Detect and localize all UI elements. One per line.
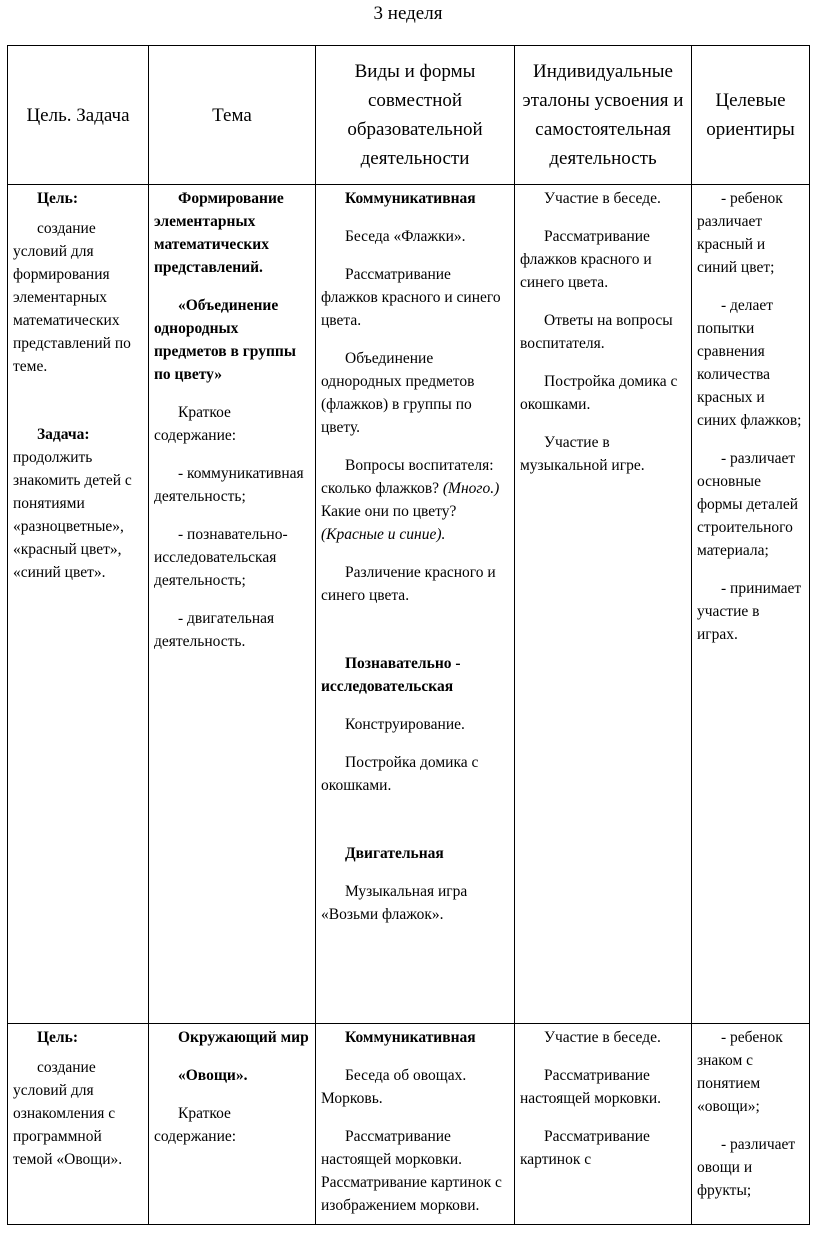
lesson-plan-table bbox=[7, 45, 810, 1225]
question-text: Вопросы воспитателя: сколько флажков? bbox=[321, 457, 494, 497]
individual-cell bbox=[515, 1024, 692, 1225]
individual-item: Рассматривание настоящей морковки. bbox=[520, 1067, 662, 1107]
header-targets: Целевые ориентиры bbox=[692, 46, 810, 185]
topic-area: Формирование элементарных математических представлений. bbox=[154, 190, 284, 276]
goal-text: создание условий для формирования элементарных математических представлений по теме. bbox=[13, 220, 131, 375]
individual-item: Участие в беседе. bbox=[544, 1029, 661, 1046]
targets-cell bbox=[692, 185, 810, 1024]
individual-item: Ответы на вопросы воспитателя. bbox=[520, 312, 673, 352]
individual-item: Рассматривание флажков красного и синего цвета. bbox=[520, 228, 652, 291]
forms-item: Конструирование. bbox=[345, 716, 465, 733]
goal-text: создание условий для ознакомления с программной темой «Овощи». bbox=[13, 1059, 123, 1168]
cog-title: Познавательно - исследовательская bbox=[321, 655, 461, 695]
goal-label: Цель: bbox=[37, 190, 78, 207]
motor-title: Двигательная bbox=[345, 845, 444, 862]
target-item: - ребенок знаком с понятием «овощи»; bbox=[697, 1029, 783, 1115]
target-item: - различает основные формы деталей строительного материала; bbox=[697, 450, 799, 559]
individual-item: Постройка домика с окошками. bbox=[520, 373, 678, 413]
table-header-row bbox=[8, 46, 810, 185]
forms-cell bbox=[316, 1024, 515, 1225]
forms-cell bbox=[316, 185, 515, 1024]
forms-item: Объединение однородных предметов (флажков) в группы по цвету. bbox=[321, 350, 475, 436]
target-item: - ребенок различает красный и синий цвет; bbox=[697, 190, 783, 276]
header-forms: Виды и формы совместной образовательной деятельности bbox=[316, 46, 515, 185]
forms-questions bbox=[321, 454, 509, 546]
comm-title: Коммуникативная bbox=[345, 190, 476, 207]
topic-item: - познавательно-исследовательская деятельность; bbox=[154, 526, 288, 589]
summary-label: Краткое содержание: bbox=[154, 1105, 237, 1145]
table-row bbox=[8, 185, 810, 1024]
forms-item: Рассматривание флажков красного и синего цвета. bbox=[321, 266, 501, 329]
page-title: 3 неделя bbox=[373, 3, 443, 24]
topic-title: «Объединение однородных предметов в группы по цвету» bbox=[154, 297, 296, 383]
goal-cell bbox=[8, 185, 149, 1024]
target-item: - делает попытки сравнения количества красных и синих флажков; bbox=[697, 297, 802, 429]
topic-item: - двигательная деятельность. bbox=[154, 610, 275, 650]
individual-item: Участие в беседе. bbox=[544, 190, 661, 207]
forms-item: Различение красного и синего цвета. bbox=[321, 564, 496, 604]
individual-cell bbox=[515, 185, 692, 1024]
target-item: - принимает участие в играх. bbox=[697, 580, 802, 643]
goal-cell bbox=[8, 1024, 149, 1225]
forms-item: Рассматривание настоящей морковки. Рассматривание картинок с изображением моркови. bbox=[321, 1128, 502, 1214]
topic-cell bbox=[149, 1024, 316, 1225]
task-text: продолжить знакомить детей с понятиями «разноцветные», «красный цвет», «синий цвет». bbox=[13, 449, 132, 581]
forms-item: Беседа «Флажки». bbox=[345, 228, 466, 245]
topic-title: «Овощи». bbox=[178, 1067, 248, 1084]
targets-cell bbox=[692, 1024, 810, 1225]
summary-label: Краткое содержание: bbox=[154, 404, 237, 444]
goal-label: Цель: bbox=[37, 1029, 78, 1046]
topic-item: - коммуникативная деятельность; bbox=[154, 465, 304, 505]
header-topic: Тема bbox=[149, 46, 316, 185]
question-answer: (Красные и синие). bbox=[321, 526, 446, 543]
task-label: Задача: bbox=[37, 426, 90, 443]
forms-item: Постройка домика с окошками. bbox=[321, 754, 479, 794]
individual-item: Участие в музыкальной игре. bbox=[520, 434, 645, 474]
question-text: Какие они по цвету? bbox=[321, 503, 457, 520]
comm-title: Коммуникативная bbox=[345, 1029, 476, 1046]
topic-area: Окружающий мир bbox=[178, 1029, 309, 1046]
target-item: - различает овощи и фрукты; bbox=[697, 1136, 796, 1199]
question-answer: (Много.) bbox=[442, 480, 500, 497]
header-individual: Индивидуальные эталоны усвоения и самостоятельная деятельность bbox=[515, 46, 692, 185]
forms-item: Музыкальная игра «Возьми флажок». bbox=[321, 883, 468, 923]
forms-item: Беседа об овощах. Морковь. bbox=[321, 1067, 467, 1107]
header-goal-task: Цель. Задача bbox=[8, 46, 149, 185]
table-row bbox=[8, 1024, 810, 1225]
topic-cell bbox=[149, 185, 316, 1024]
individual-item: Рассматривание картинок с bbox=[520, 1128, 650, 1168]
